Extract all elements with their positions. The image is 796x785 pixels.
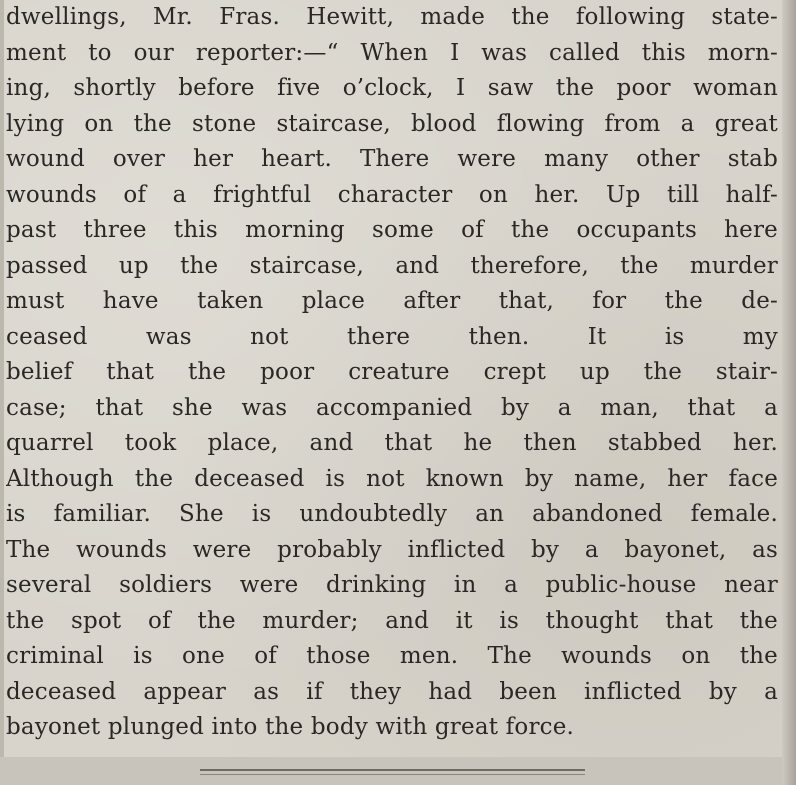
article-line: quarrel took place, and that he then stabbed her.: [6, 430, 778, 456]
section-divider-rule-thin: [200, 774, 585, 775]
section-divider-rule: [200, 769, 585, 771]
article-line: passed up the staircase, and therefore, the murder: [6, 252, 778, 279]
article-line: ceased was not there then. It is my: [6, 323, 778, 350]
article-line: past three this morning some of the occupants here: [6, 217, 778, 243]
article-line: ing, shortly before five o’clock, I saw the poor woman: [6, 75, 778, 101]
article-line: bayonet plunged into the body with great force.: [6, 714, 575, 740]
article-line: wounds of a frightful character on her. Up till half-: [6, 181, 778, 208]
article-line: The wounds were probably inflicted by a bayonet, as: [6, 536, 778, 563]
column-left-edge: [0, 0, 4, 760]
article-line: belief that the poor creature crept up the stair-: [6, 359, 778, 385]
article-line: lying on the stone staircase, blood flowing from a great: [6, 110, 778, 137]
article-line: dwellings, Mr. Fras. Hewitt, made the following state-: [6, 4, 778, 30]
article-line: Although the deceased is not known by name, her face: [6, 465, 778, 492]
article-line: is familiar. She is undoubtedly an abandoned female.: [6, 501, 778, 527]
article-line: the spot of the murder; and it is thought that the: [6, 607, 778, 634]
bottom-margin: [0, 757, 796, 785]
article-line: deceased appear as if they had been inflicted by a: [6, 678, 778, 705]
article-line: criminal is one of those men. The wounds on the: [6, 643, 778, 669]
article-line: must have taken place after that, for the de-: [6, 288, 778, 314]
article-line: wound over her heart. There were many other stab: [6, 146, 778, 172]
article-line: case; that she was accompanied by a man, that a: [6, 394, 778, 421]
column-right-edge: [782, 0, 796, 785]
article-text: [6, 0, 778, 746]
article-line: ment to our reporter:—“ When I was called this morn-: [6, 39, 778, 66]
article-line: several soldiers were drinking in a public-house near: [6, 572, 778, 598]
